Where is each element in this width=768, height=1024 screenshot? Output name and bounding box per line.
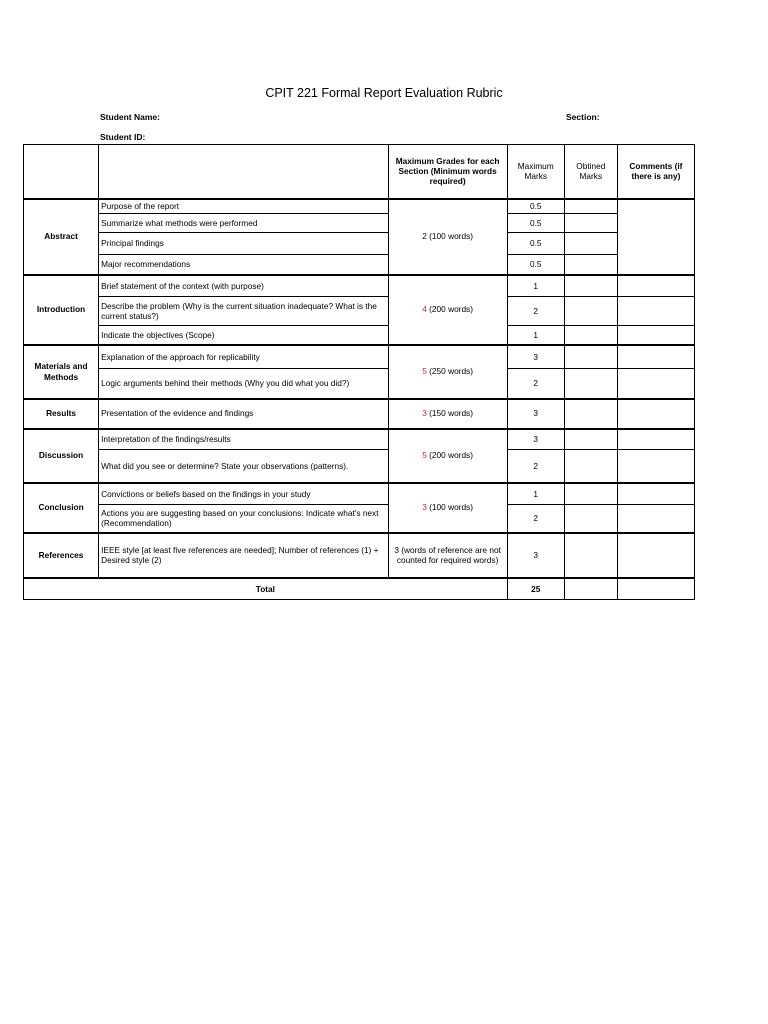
table-row xyxy=(24,450,695,483)
section-name: Abstract xyxy=(24,199,99,275)
page-title: CPIT 221 Formal Report Evaluation Rubric xyxy=(265,86,503,100)
total-label: Total xyxy=(24,578,508,600)
obtained-marks-cell[interactable] xyxy=(564,275,617,297)
obtained-marks-cell[interactable] xyxy=(564,255,617,275)
comments-cell[interactable] xyxy=(617,275,694,297)
criterion-text: Indicate the objectives (Scope) xyxy=(99,326,388,345)
table-row xyxy=(24,369,695,399)
comments-cell[interactable] xyxy=(617,505,694,533)
section-label: Section: xyxy=(566,112,600,122)
max-grade-cell xyxy=(388,429,507,483)
grade-number: 3 xyxy=(422,408,427,419)
max-grade-cell xyxy=(388,275,507,345)
comments-cell[interactable] xyxy=(617,429,694,450)
max-marks-cell: 1 xyxy=(507,326,564,345)
table-row xyxy=(24,399,695,429)
header-empty-section xyxy=(24,145,99,199)
grade-number: 3 xyxy=(422,502,427,513)
grade-words: 3 (words of reference are not counted for required words) xyxy=(394,544,501,565)
max-marks-cell: 1 xyxy=(507,483,564,505)
table-row xyxy=(24,199,695,214)
obtained-marks-cell[interactable] xyxy=(564,326,617,345)
max-marks-cell: 3 xyxy=(507,429,564,450)
table-row xyxy=(24,483,695,505)
grade-words: 2 (100 words) xyxy=(422,231,473,242)
header-empty-criteria xyxy=(99,145,388,199)
criterion-text: Logic arguments behind their methods (Why you did what you did?) xyxy=(99,369,388,399)
grade-number: 5 xyxy=(422,366,427,377)
criterion-text: Purpose of the report xyxy=(99,199,388,214)
criterion-text: IEEE style [at least five references are needed]; Number of references (1) + Desired style (2) xyxy=(99,533,388,578)
max-grade-cell xyxy=(388,345,507,399)
criterion-text: Major recommendations xyxy=(99,255,388,275)
obtained-marks-cell[interactable] xyxy=(564,369,617,399)
total-value: 25 xyxy=(507,578,564,600)
total-row xyxy=(24,578,695,600)
criterion-text: Describe the problem (Why is the current situation inadequate? What is the current status?) xyxy=(99,297,388,326)
table-row xyxy=(24,533,695,578)
grade-number: 5 xyxy=(422,450,427,461)
rubric-table xyxy=(23,144,695,600)
criterion-text: Convictions or beliefs based on the findings in your study xyxy=(99,483,388,505)
obtained-marks-cell[interactable] xyxy=(564,483,617,505)
obtained-marks-cell[interactable] xyxy=(564,297,617,326)
comments-cell[interactable] xyxy=(617,399,694,429)
max-marks-cell: 0.5 xyxy=(507,233,564,255)
comments-cell[interactable] xyxy=(617,450,694,483)
table-row xyxy=(24,233,695,255)
section-name: Discussion xyxy=(24,429,99,483)
table-row xyxy=(24,255,695,275)
criterion-text: Presentation of the evidence and findings xyxy=(99,399,388,429)
header-obtained: Obtined Marks xyxy=(564,145,617,199)
obtained-marks-cell[interactable] xyxy=(564,233,617,255)
max-marks-cell: 3 xyxy=(507,399,564,429)
max-marks-cell: 0.5 xyxy=(507,255,564,275)
header-comments: Comments (if there is any) xyxy=(617,145,694,199)
comments-cell[interactable] xyxy=(617,199,694,275)
obtained-marks-cell[interactable] xyxy=(564,199,617,214)
obtained-marks-cell[interactable] xyxy=(564,533,617,578)
comments-cell[interactable] xyxy=(617,369,694,399)
grade-words: (200 words) xyxy=(426,304,473,315)
table-row xyxy=(24,326,695,345)
max-marks-cell: 0.5 xyxy=(507,214,564,233)
criterion-text: Explanation of the approach for replicability xyxy=(99,345,388,369)
obtained-marks-cell[interactable] xyxy=(564,345,617,369)
total-obtained-cell[interactable] xyxy=(564,578,617,600)
obtained-marks-cell[interactable] xyxy=(564,505,617,533)
table-row xyxy=(24,505,695,533)
section-name: Conclusion xyxy=(24,483,99,533)
max-marks-cell: 2 xyxy=(507,297,564,326)
grade-number: 4 xyxy=(422,304,427,315)
max-marks-cell: 0.5 xyxy=(507,199,564,214)
header-max-marks: Maximum Marks xyxy=(507,145,564,199)
rubric-body xyxy=(24,199,695,600)
total-comments-cell[interactable] xyxy=(617,578,694,600)
section-name: Results xyxy=(24,399,99,429)
criterion-text: Summarize what methods were performed xyxy=(99,214,388,233)
comments-cell[interactable] xyxy=(617,297,694,326)
obtained-marks-cell[interactable] xyxy=(564,429,617,450)
table-row xyxy=(24,429,695,450)
criterion-text: Brief statement of the context (with purpose) xyxy=(99,275,388,297)
criterion-text: Interpretation of the findings/results xyxy=(99,429,388,450)
max-marks-cell: 2 xyxy=(507,450,564,483)
grade-words: (200 words) xyxy=(426,450,473,461)
comments-cell[interactable] xyxy=(617,345,694,369)
max-marks-cell: 3 xyxy=(507,533,564,578)
table-row xyxy=(24,214,695,233)
table-row xyxy=(24,345,695,369)
max-marks-cell: 2 xyxy=(507,369,564,399)
grade-words: (100 words) xyxy=(426,502,473,513)
section-name: Materials and Methods xyxy=(24,345,99,399)
obtained-marks-cell[interactable] xyxy=(564,450,617,483)
student-name-label: Student Name: xyxy=(100,112,160,122)
max-grade-cell xyxy=(388,533,507,578)
section-name: References xyxy=(24,533,99,578)
criterion-text: Principal findings xyxy=(99,233,388,255)
section-name: Introduction xyxy=(24,275,99,345)
header-max-grades: Maximum Grades for each Section (Minimum words required) xyxy=(388,145,507,199)
obtained-marks-cell[interactable] xyxy=(564,214,617,233)
comments-cell[interactable] xyxy=(617,533,694,578)
max-marks-cell: 1 xyxy=(507,275,564,297)
criterion-text: What did you see or determine? State your observations (patterns). xyxy=(99,450,388,483)
comments-cell[interactable] xyxy=(617,483,694,505)
obtained-marks-cell[interactable] xyxy=(564,399,617,429)
max-grade-cell xyxy=(388,399,507,429)
max-marks-cell: 2 xyxy=(507,505,564,533)
grade-words: (150 words) xyxy=(426,408,473,419)
student-id-label: Student ID: xyxy=(100,132,146,142)
max-grade-cell xyxy=(388,483,507,533)
max-grade-cell xyxy=(388,199,507,275)
comments-cell[interactable] xyxy=(617,326,694,345)
table-row xyxy=(24,275,695,297)
grade-words: (250 words) xyxy=(426,366,473,377)
criterion-text: Actions you are suggesting based on your conclusions: Indicate what's next (Recommendation) xyxy=(99,505,388,533)
max-marks-cell: 3 xyxy=(507,345,564,369)
table-row xyxy=(24,297,695,326)
header-row xyxy=(24,145,695,199)
